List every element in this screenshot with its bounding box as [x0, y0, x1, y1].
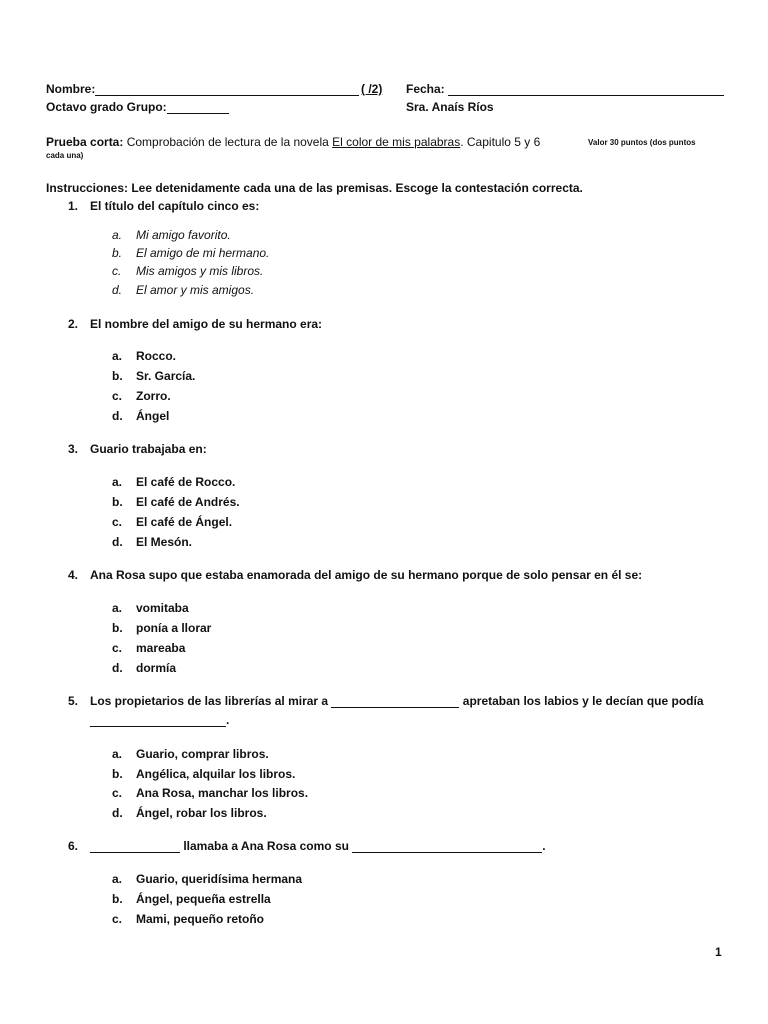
question-text: El título del capítulo cinco es:: [90, 199, 260, 213]
option-text: Ángel, robar los libros.: [136, 806, 267, 820]
option-letter: c.: [112, 389, 123, 403]
option-2a[interactable]: [112, 349, 176, 363]
option-text: Zorro.: [136, 389, 171, 403]
option-text: El amor y mis amigos.: [136, 283, 255, 297]
option-5d[interactable]: [112, 806, 267, 820]
date-label: Fecha:: [406, 82, 445, 96]
question-number: 5.: [68, 694, 79, 708]
grade-group-line: [46, 100, 229, 114]
option-letter: c.: [112, 264, 122, 278]
option-text: mareaba: [136, 641, 186, 655]
teacher-name: Sra. Anaís Ríos: [406, 100, 494, 114]
option-letter: c.: [112, 912, 123, 926]
option-1c[interactable]: [112, 264, 263, 278]
answer-blank-2[interactable]: [90, 714, 226, 727]
option-letter: c.: [112, 786, 123, 800]
option-letter: c.: [112, 641, 123, 655]
option-letter: a.: [112, 349, 123, 363]
option-text: Ana Rosa, manchar los libros.: [136, 786, 309, 800]
option-text: Ángel, pequeña estrella: [136, 892, 271, 906]
option-6a[interactable]: [112, 872, 302, 886]
answer-blank-1[interactable]: [90, 840, 180, 853]
option-letter: d.: [112, 661, 123, 675]
option-text: El café de Andrés.: [136, 495, 240, 509]
option-2c[interactable]: [112, 389, 171, 403]
option-text: Guario, queridísima hermana: [136, 872, 303, 886]
option-text: El café de Rocco.: [136, 475, 236, 489]
name-line: [46, 82, 359, 96]
quiz-chapters: . Capitulo 5 y 6: [460, 135, 541, 149]
option-text: vomitaba: [136, 601, 189, 615]
option-2d[interactable]: [112, 409, 169, 423]
option-4a[interactable]: [112, 601, 189, 615]
question-5-cont: [90, 713, 229, 727]
option-letter: a.: [112, 228, 123, 242]
option-text: Angélica, alquilar los libros.: [136, 767, 296, 781]
date-blank[interactable]: [448, 83, 724, 96]
question-3: [68, 442, 207, 456]
option-letter: a.: [112, 872, 123, 886]
name-label: Nombre:: [46, 82, 96, 96]
option-5a[interactable]: [112, 747, 269, 761]
option-6b[interactable]: [112, 892, 271, 906]
option-text: El Mesón.: [136, 535, 193, 549]
grade-group-label: Octavo grado Grupo:: [46, 100, 167, 114]
option-4c[interactable]: [112, 641, 185, 655]
question-text: Ana Rosa supo que estaba enamorada del amigo de su hermano porque de solo pensar en él se:: [90, 568, 643, 582]
option-1b[interactable]: [112, 246, 269, 260]
quiz-title-text: Comprobación de lectura de la novela: [123, 135, 333, 149]
question-4: [68, 568, 642, 582]
instructions: Instrucciones: Lee detenidamente cada una de las premisas. Escoge la contestación correcta.: [46, 181, 583, 195]
option-3c[interactable]: [112, 515, 232, 529]
option-text: Sr. García.: [136, 369, 196, 383]
answer-blank-2[interactable]: [352, 840, 542, 853]
option-letter: a.: [112, 475, 123, 489]
option-letter: b.: [112, 495, 123, 509]
question-text-part-2: apretaban los labios y le decían que podía: [459, 694, 704, 708]
page-number: 1: [715, 945, 722, 959]
option-text: Guario, comprar libros.: [136, 747, 269, 761]
question-text-part-2: .: [542, 839, 546, 853]
option-letter: c.: [112, 515, 123, 529]
option-4d[interactable]: [112, 661, 176, 675]
question-text-part-1: llamaba a Ana Rosa como su: [180, 839, 353, 853]
option-letter: b.: [112, 892, 123, 906]
option-6c[interactable]: [112, 912, 264, 926]
option-3b[interactable]: [112, 495, 240, 509]
question-text: Guario trabajaba en:: [90, 442, 207, 456]
option-text: dormía: [136, 661, 177, 675]
question-6: [68, 839, 546, 853]
option-letter: d.: [112, 806, 123, 820]
option-letter: b.: [112, 621, 123, 635]
question-number: 6.: [68, 839, 79, 853]
option-letter: b.: [112, 369, 123, 383]
option-letter: d.: [112, 283, 123, 297]
option-1a[interactable]: [112, 228, 231, 242]
question-2: [68, 317, 322, 331]
question-text-part-3: .: [226, 713, 230, 727]
answer-blank-1[interactable]: [331, 695, 459, 708]
option-letter: b.: [112, 767, 123, 781]
novel-title: El color de mis palabras: [332, 135, 461, 149]
question-number: 3.: [68, 442, 79, 456]
question-text: El nombre del amigo de su hermano era:: [90, 317, 323, 331]
question-1: [68, 199, 259, 213]
name-blank[interactable]: [95, 83, 359, 96]
option-text: Mami, pequeño retoño: [136, 912, 265, 926]
option-1d[interactable]: [112, 283, 254, 297]
option-2b[interactable]: [112, 369, 195, 383]
question-number: 1.: [68, 199, 79, 213]
option-text: Rocco.: [136, 349, 177, 363]
option-5c[interactable]: [112, 786, 308, 800]
option-text: Mi amigo favorito.: [136, 228, 231, 242]
score-box: ( /2): [361, 82, 383, 96]
quiz-title-label: Prueba corta:: [46, 135, 124, 149]
option-text: Ángel: [136, 409, 170, 423]
option-3d[interactable]: [112, 535, 192, 549]
option-text: ponía a llorar: [136, 621, 212, 635]
option-letter: b.: [112, 246, 123, 260]
value-note-cont: cada una): [46, 151, 84, 160]
question-text-part-1: Los propietarios de las librerías al mirar a: [90, 694, 332, 708]
question-number: 2.: [68, 317, 79, 331]
option-5b[interactable]: [112, 767, 295, 781]
option-4b[interactable]: [112, 621, 211, 635]
option-text: Mis amigos y mis libros.: [136, 264, 264, 278]
value-note: Valor 30 puntos (dos puntos: [588, 138, 696, 147]
quiz-title: [46, 135, 540, 149]
option-letter: a.: [112, 747, 123, 761]
option-letter: d.: [112, 409, 123, 423]
option-letter: a.: [112, 601, 123, 615]
group-blank[interactable]: [167, 101, 229, 114]
option-letter: d.: [112, 535, 123, 549]
option-text: El café de Ángel.: [136, 515, 233, 529]
date-line: [406, 82, 724, 96]
question-5: [68, 694, 704, 708]
question-number: 4.: [68, 568, 79, 582]
option-text: El amigo de mi hermano.: [136, 246, 270, 260]
option-3a[interactable]: [112, 475, 235, 489]
